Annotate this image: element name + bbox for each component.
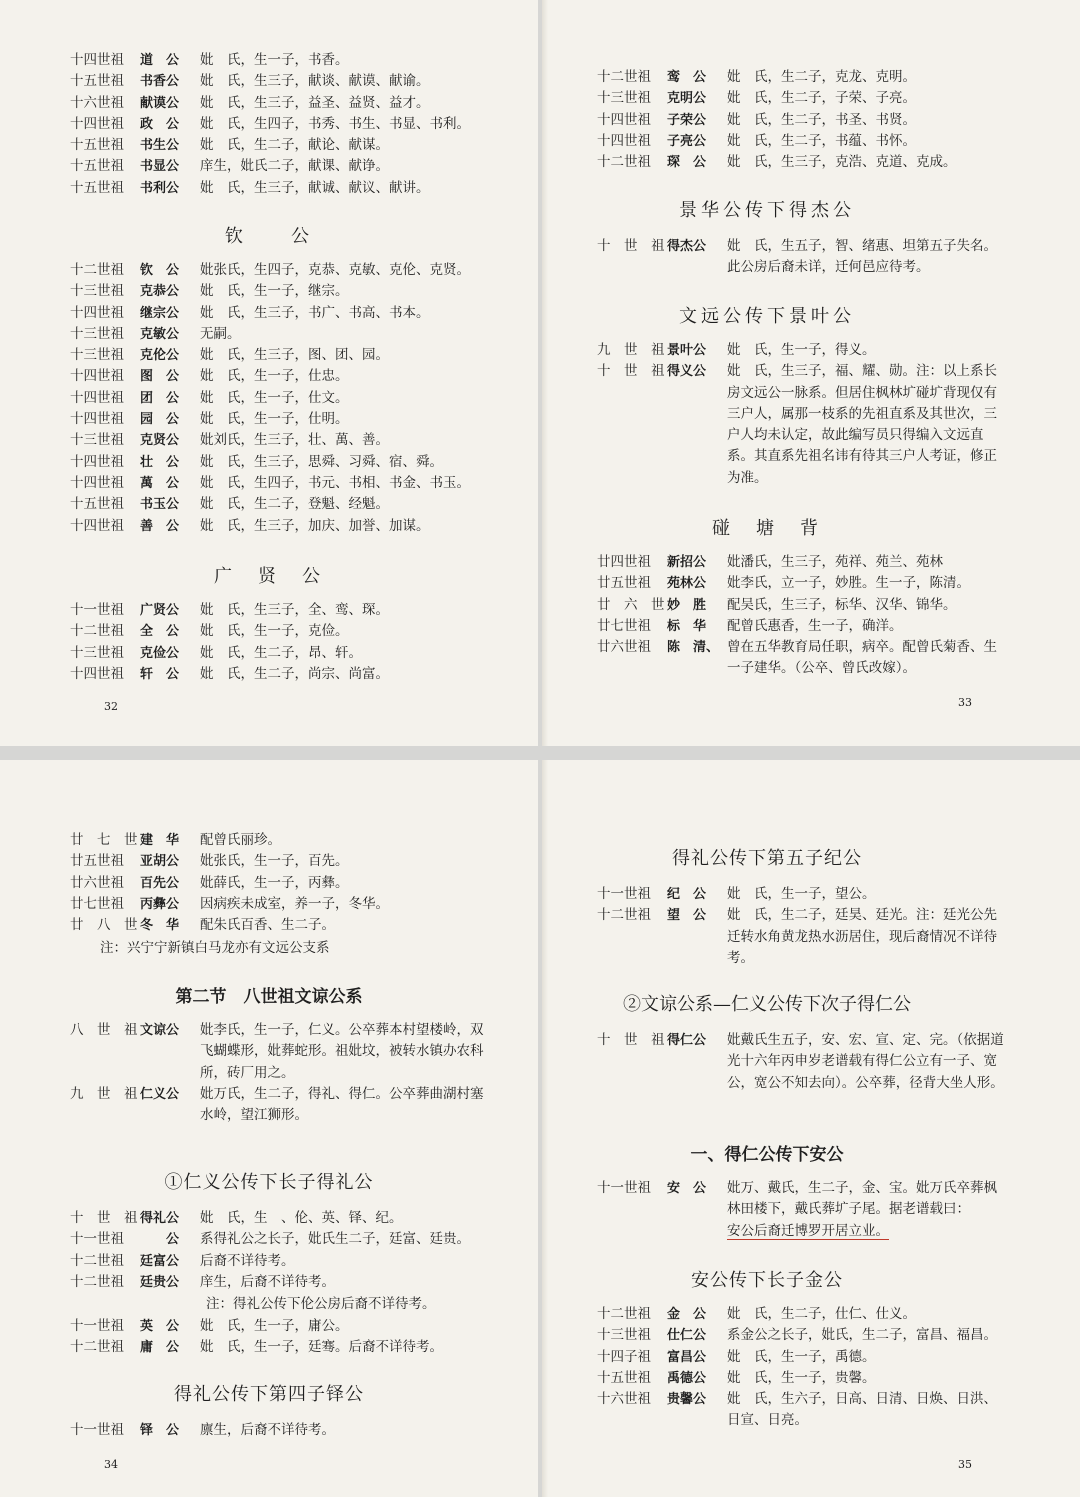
ancestor-desc: 妣 氏，生四子，书元、书相、书金、书玉。 [200, 474, 470, 491]
generation-label: 十 世 祖 [597, 238, 665, 254]
genealogy-row [597, 1347, 1007, 1368]
ancestor-name: 标 华 [667, 618, 707, 634]
ancestor-name: 纪 公 [667, 887, 707, 902]
ancestor-desc: 妣 氏，生一子，继宗。 [200, 283, 349, 300]
ancestor-desc: 妣 氏，生二子，书蕴、书怀。 [727, 132, 916, 149]
ancestor-desc: 妣薛氏，生一子，丙彝。 [200, 874, 349, 891]
p35-section-title: 一、得仁公传下安公 [690, 1145, 844, 1165]
genealogy-row [70, 894, 510, 915]
p33-list-d [597, 552, 1007, 680]
ancestor-desc: 妣 氏，生一子，禹德。 [727, 1348, 876, 1365]
ancestor-desc: 妣 氏，生三子，献谈、献谟、献谕。 [200, 73, 430, 90]
ancestor-desc: 妣张氏，生四子，克恭、克敏、克伦、克贤。 [200, 262, 470, 278]
ancestor-desc: 后裔不详待考。 [200, 1252, 295, 1269]
genealogy-row [70, 135, 510, 156]
ancestor-desc: 妣潘氏，生三子，苑祥、苑兰、苑林 [727, 554, 943, 570]
ancestor-name: 禹德公 [667, 1370, 707, 1386]
ancestor-desc: 妣 氏，生一子，望公。 [727, 886, 876, 902]
genealogy-row [597, 340, 1007, 361]
genealogy-row [70, 621, 510, 642]
generation-label: 廿四世祖 [597, 554, 651, 570]
generation-label: 十二世祖 [597, 69, 651, 85]
genealogy-row [70, 1020, 485, 1084]
generation-label: 十 世 祖 [597, 363, 665, 380]
genealogy-row [70, 114, 510, 135]
generation-label: 十一世祖 [70, 1231, 124, 1248]
ancestor-desc: 妣 氏，生二子，克龙、克明。 [727, 69, 916, 85]
ancestor-desc: 妣 氏，生二子，献论、献谋。 [200, 137, 389, 154]
genealogy-row [597, 1304, 1007, 1325]
generation-label: 十一世祖 [597, 1180, 651, 1196]
generation-label: 十三世祖 [70, 325, 124, 342]
genealogy-row [70, 430, 510, 451]
ancestor-name: 图 公 [140, 369, 180, 385]
genealogy-row [70, 388, 510, 409]
ancestor-desc: 妣 氏，生六子，日高、日清、日焕、日洪、日宣、日亮。 [727, 1391, 997, 1429]
ancestor-desc: 曾在五华教育局任职，病卒。配曾氏菊香、生一子建华。（公卒、曾氏改嫁）。 [727, 639, 997, 677]
generation-label: 十四世祖 [70, 665, 124, 682]
ancestor-desc: 廪生，后裔不详待考。 [200, 1422, 335, 1438]
generation-label: 廿六世祖 [70, 874, 124, 891]
genealogy-row [597, 1325, 1007, 1346]
genealogy-row [597, 1389, 1007, 1432]
genealogy-row [597, 67, 1047, 88]
ancestor-desc: 妣 氏，生一子，仕忠。 [200, 368, 349, 385]
p32-heading-qin: 钦 公 [225, 226, 313, 247]
generation-label: 十二世祖 [597, 907, 651, 924]
generation-label: 十六世祖 [597, 1391, 651, 1408]
p34-list-a [70, 830, 510, 936]
generation-label: 廿六世祖 [597, 639, 651, 656]
genealogy-row [70, 50, 510, 71]
ancestor-name: 克贤公 [140, 433, 180, 449]
p33-list-c [597, 340, 1007, 489]
generation-label: 十五世祖 [70, 496, 124, 513]
genealogy-row [70, 1420, 510, 1441]
ancestor-name: 安 公 [667, 1181, 707, 1196]
genealogy-row [597, 552, 1007, 573]
generation-label: 十二世祖 [70, 262, 124, 278]
ancestor-name: 广贤公 [140, 603, 180, 618]
ancestor-name: 全 公 [140, 624, 180, 640]
generation-label: 十三世祖 [70, 644, 124, 661]
genealogy-row [70, 664, 510, 685]
genealogy-row [70, 873, 510, 894]
generation-label: 十一世祖 [70, 1318, 124, 1334]
ancestor-desc: 妣 氏，生二子，仕仁、仕义。 [727, 1306, 916, 1322]
ancestor-desc: 妣 氏，生三子，福、耀、勋。注：以上系长房文远公一脉系。但居住枫林圹碰圹背现仅有三户人，属那一枝系的先祖直系及其世次，三户人均未认定，故此编写员只得编入文远直系。其直系先祖名讳有待其三户人考证，修正为准。 [727, 363, 997, 486]
p33-list-b [597, 236, 1007, 279]
genealogy-row [597, 637, 1007, 680]
genealogy-row [597, 361, 1007, 489]
ancestor-desc: 妣 氏，生一子，贵馨。 [727, 1369, 876, 1386]
genealogy-row [70, 600, 510, 621]
ancestor-desc: 妣 氏，生三子，益圣、益贤、益才。 [200, 94, 430, 111]
ancestor-name: 书利公 [140, 180, 180, 196]
ancestor-name: 仁义公 [140, 1086, 180, 1102]
generation-label: 十 世 祖 [597, 1032, 665, 1048]
ancestor-name: 书生公 [140, 138, 180, 154]
ancestor-name: 望 公 [667, 908, 707, 924]
ancestor-desc: 因病疾未成室，养一子，冬华。 [200, 895, 389, 912]
ancestor-name: 萬 公 [140, 475, 180, 491]
ancestor-name: 得杰公 [667, 239, 707, 254]
generation-label: 十四世祖 [70, 304, 124, 321]
generation-label: 十一世祖 [70, 602, 124, 618]
generation-label: 十一世祖 [70, 1422, 124, 1438]
generation-label: 十五世祖 [70, 73, 124, 90]
ancestor-name: 公 [140, 1232, 180, 1248]
ancestor-name: 书显公 [140, 159, 180, 175]
genealogy-row [70, 1337, 510, 1358]
genealogy-row [70, 303, 510, 324]
genealogy-row [70, 260, 510, 281]
genealogy-row [597, 595, 1007, 616]
p32-heading-guangxian: 广 贤 公 [214, 566, 324, 587]
ancestor-desc: 妣戴氏生五子，安、宏、宣、定、完。（依据道光十六年丙申岁老谱载有得仁公立有一子、宽公，宽公不知去向）。公卒葬，径背大坐人形。 [727, 1032, 1004, 1091]
genealogy-row [597, 152, 1047, 173]
ancestor-name: 得礼公 [140, 1211, 180, 1226]
ancestor-desc: 妣 氏，生二子，书圣、书贤。 [727, 111, 916, 128]
generation-label: 廿 六 世 [597, 596, 665, 613]
genealogy-row [70, 345, 510, 366]
genealogy-row [597, 131, 1047, 152]
genealogy-row [70, 494, 510, 515]
ancestor-name: 妙 胜 [667, 597, 707, 613]
p33-heading-jinghua: 景华公传下得杰公 [679, 200, 855, 221]
p32-list-c [70, 600, 510, 685]
ancestor-name: 鸾 公 [667, 70, 707, 85]
generation-label: 十三世祖 [70, 432, 124, 449]
ancestor-desc: 妣李氏，生一子，仁义。公卒葬本村望楼岭，双飞蝴蝶形，妣葬蛇形。祖妣坟，被转水镇办农科所，砖厂用之。 [200, 1022, 484, 1081]
genealogy-row [70, 473, 510, 494]
ancestor-name: 政 公 [140, 116, 180, 132]
ancestor-desc: 妣 氏，生二子，登魁、经魁。 [200, 496, 389, 513]
genealogy-row [597, 236, 1007, 279]
genealogy-row [597, 88, 1047, 109]
ancestor-desc: 庠生，妣氏二子，献课、献诤。 [200, 158, 389, 175]
p35-list-d [597, 1304, 1007, 1432]
ancestor-name: 富昌公 [667, 1349, 707, 1365]
p34-note-lun: 注：得礼公传下伦公房后裔不详待考。 [206, 1296, 436, 1312]
generation-label: 十四世祖 [70, 115, 124, 132]
ancestor-desc: 配曾氏惠香，生一子，确洋。 [727, 617, 903, 634]
ancestor-name: 陈 清、 [667, 640, 720, 656]
generation-label: 十二世祖 [70, 1273, 124, 1290]
ancestor-name: 丙彝公 [140, 896, 180, 912]
ancestor-desc: 系得礼公之长子，妣氏生二子，廷富、廷贵。 [200, 1231, 470, 1248]
ancestor-desc: 妣 氏，生三子，加庆、加誉、加谋。 [200, 517, 430, 534]
ancestor-desc: 妣 氏，生三子，全、鸾、琛。 [200, 602, 389, 618]
ancestor-desc: 妣刘氏，生三子，壮、萬、善。 [200, 432, 389, 449]
ancestor-name: 献谟公 [140, 95, 180, 111]
ancestor-name: 克恭公 [140, 284, 180, 300]
genealogy-row [70, 366, 510, 387]
ancestor-name: 壮 公 [140, 454, 180, 470]
generation-label: 廿 八 世 [70, 917, 138, 934]
generation-label: 十四世祖 [70, 474, 124, 491]
ancestor-desc: 配朱氏百香、生二子。 [200, 917, 335, 934]
ancestor-desc: 妣 氏，生一子，克俭。 [200, 623, 349, 640]
genealogy-row [597, 573, 1007, 594]
p34-list-e [70, 1420, 510, 1441]
ancestor-desc: 妣 氏，生二子，子荣、子亮。 [727, 90, 916, 107]
genealogy-row [70, 830, 510, 851]
ancestor-desc: 妣 氏，生二子，昂、轩。 [200, 644, 362, 661]
generation-label: 廿七世祖 [70, 895, 124, 912]
generation-label: 十二世祖 [70, 1252, 124, 1269]
generation-label: 十三世祖 [70, 283, 124, 300]
p33-heading-wenyuan: 文远公传下景叶公 [679, 306, 855, 327]
generation-label: 十四世祖 [70, 517, 124, 534]
generation-label: 十四世祖 [70, 389, 124, 406]
generation-label: 十四世祖 [597, 111, 651, 128]
genealogy-row [597, 884, 1007, 905]
ancestor-name: 建 华 [140, 833, 180, 848]
generation-label: 十四世祖 [70, 52, 124, 68]
page-number: 32 [104, 700, 118, 713]
ancestor-desc: 妣 氏，生五子，智、绪惠、坦第五子失名。此公房后裔未详，迁何邑应待考。 [727, 238, 997, 276]
generation-label: 十五世祖 [70, 137, 124, 154]
ancestor-name: 庸 公 [140, 1340, 180, 1356]
ancestor-desc: 妣 氏，生三子，克浩、克道、克成。 [727, 154, 957, 171]
ancestor-name: 团 公 [140, 390, 180, 406]
page-number: 34 [104, 1458, 118, 1471]
ancestor-desc: 妣 氏，生三子，献诚、献议、献讲。 [200, 179, 430, 196]
ancestor-name: 道 公 [140, 53, 180, 68]
genealogy-row [70, 409, 510, 430]
ancestor-name: 景叶公 [667, 343, 707, 358]
ancestor-name: 克俭公 [140, 645, 180, 661]
ancestor-name: 铎 公 [140, 1423, 180, 1438]
ancestor-name: 克伦公 [140, 348, 180, 364]
generation-label: 廿五世祖 [70, 853, 124, 870]
ancestor-name: 仕仁公 [667, 1328, 707, 1344]
page-33 [542, 0, 1080, 746]
generation-label: 十三世祖 [597, 1327, 651, 1344]
generation-label: 十四世祖 [70, 411, 124, 428]
generation-label: 廿五世祖 [597, 575, 651, 592]
genealogy-row [597, 1368, 1007, 1389]
ancestor-name: 轩 公 [140, 666, 180, 682]
generation-label: 十四世祖 [597, 132, 651, 149]
ancestor-name: 子亮公 [667, 133, 707, 149]
generation-label: 十五世祖 [70, 158, 124, 175]
ancestor-name: 园 公 [140, 412, 180, 428]
genealogy-row [70, 1251, 510, 1272]
genealogy-row [70, 1229, 510, 1250]
generation-label: 十 世 祖 [70, 1210, 138, 1226]
ancestor-desc: 妣万、戴氏，生二子，金、宝。妣万氏卒葬枫林田楼下，戴氏葬圹子尾。据老谱载曰： 安公后裔迁博罗开居立业。 [727, 1180, 997, 1239]
generation-label: 十二世祖 [70, 1339, 124, 1356]
generation-label: 十二世祖 [597, 154, 651, 171]
genealogy-row [70, 93, 510, 114]
ancestor-name: 廷贵公 [140, 1274, 180, 1290]
ancestor-name: 金 公 [667, 1307, 707, 1322]
generation-label: 十一世祖 [597, 886, 651, 902]
ancestor-name: 琛 公 [667, 155, 707, 171]
ancestor-name: 钦 公 [140, 263, 180, 278]
ancestor-name: 书香公 [140, 74, 180, 90]
page-32 [0, 0, 538, 746]
genealogy-row [597, 616, 1007, 637]
page-34 [0, 760, 538, 1497]
generation-label: 十四世祖 [70, 368, 124, 385]
ancestor-desc: 妣 氏，生二子，廷昊、廷光。注：廷光公先迁转水角黄龙热水沥居住，现后裔情况不详待考。 [727, 907, 997, 966]
ancestor-desc: 妣 氏，生三子，图、团、园。 [200, 347, 389, 364]
genealogy-row [70, 1208, 510, 1229]
ancestor-desc: 妣万氏，生二子，得礼、得仁。公卒葬曲湖村塞水岭，望江狮形。 [200, 1085, 484, 1124]
ancestor-desc: 妣 氏，生 、伦、英、铎、纪。 [200, 1210, 403, 1226]
p33-list-a [597, 67, 1047, 173]
generation-label: 十五世祖 [70, 179, 124, 196]
genealogy-row [70, 643, 510, 664]
genealogy-row [70, 71, 510, 92]
ancestor-desc: 妣 氏，生一子，廷骞。后裔不详待考。 [200, 1339, 443, 1356]
page-number: 33 [958, 696, 972, 709]
p34-list-b [70, 1020, 485, 1126]
ancestor-name: 子荣公 [667, 112, 707, 128]
p35-list-b [597, 1030, 1007, 1094]
generation-label: 十四世祖 [70, 453, 124, 470]
generation-label: 十六世祖 [70, 94, 124, 111]
p35-list-c [597, 1178, 1007, 1242]
genealogy-row [70, 915, 510, 936]
generation-label: 九 世 祖 [597, 342, 665, 358]
ancestor-name: 冬 华 [140, 918, 180, 934]
generation-label: 十三世祖 [70, 347, 124, 364]
generation-label: 十二世祖 [70, 623, 124, 640]
p35-list-a [597, 884, 1007, 969]
genealogy-row [70, 156, 510, 177]
ancestor-desc: 庠生，后裔不详待考。 [200, 1273, 335, 1290]
p35-heading-deren: ②文谅公系—仁义公传下次子得仁公 [623, 994, 911, 1015]
genealogy-row [597, 905, 1007, 969]
genealogy-row [597, 110, 1047, 131]
ancestor-desc: 配吴氏，生三子，标华、汉华、锦华。 [727, 596, 957, 613]
genealogy-row [70, 851, 510, 872]
p32-list-a [70, 50, 510, 199]
ancestor-name: 亚胡公 [140, 854, 180, 870]
ancestor-desc: 妣张氏，生一子，百先。 [200, 853, 349, 870]
ancestor-desc: 妣 氏，生一子，书香。 [200, 52, 349, 68]
p34-heading-deli: ①仁义公传下长子得礼公 [164, 1172, 374, 1193]
genealogy-row [70, 1084, 485, 1127]
ancestor-desc: 妣 氏，生一子，得义。 [727, 342, 876, 358]
ancestor-name: 英 公 [140, 1319, 180, 1334]
p34-list-c [70, 1208, 510, 1293]
ancestor-name: 文谅公 [140, 1023, 180, 1038]
ancestor-name: 得义公 [667, 364, 707, 380]
generation-label: 九 世 祖 [70, 1085, 138, 1102]
ancestor-desc: 系金公之长子，妣氏，生二子，富昌、福昌。 [727, 1327, 997, 1344]
ancestor-desc: 妣 氏，生二子，尚宗、尚富。 [200, 665, 389, 682]
ancestor-name: 克明公 [667, 91, 707, 107]
p34-note-xingning: 注：兴宁宁新镇白马龙亦有文远公支系 [100, 940, 330, 956]
ancestor-name: 得仁公 [667, 1033, 707, 1048]
generation-label: 十二世祖 [597, 1306, 651, 1322]
genealogy-row [70, 516, 510, 537]
ancestor-desc: 无嗣。 [200, 325, 241, 342]
p34-section-title: 第二节 八世祖文谅公系 [175, 987, 363, 1007]
generation-label: 廿 七 世 [70, 832, 138, 848]
ancestor-desc: 妣李氏，立一子，妙胜。生一子，陈清。 [727, 575, 970, 592]
ancestor-name: 苑林公 [667, 576, 707, 592]
ancestor-desc: 妣 氏，生一子，仕明。 [200, 411, 349, 428]
p32-list-b [70, 260, 510, 537]
genealogy-row [70, 452, 510, 473]
ancestor-name: 克敏公 [140, 326, 180, 342]
ancestor-name: 新招公 [667, 555, 707, 570]
page-number: 35 [958, 1458, 972, 1471]
generation-label: 十四子祖 [597, 1348, 651, 1365]
underlined-note: 安公后裔迁博罗开居立业。 [727, 1222, 889, 1239]
generation-label: 十三世祖 [597, 90, 651, 107]
page-35 [542, 760, 1080, 1497]
ancestor-name: 廷富公 [140, 1253, 180, 1269]
genealogy-row [597, 1030, 1007, 1094]
genealogy-row [70, 324, 510, 345]
ancestor-name: 百先公 [140, 875, 180, 891]
ancestor-desc: 妣 氏，生三子，书广、书高、书本。 [200, 304, 430, 321]
genealogy-row [70, 1272, 510, 1293]
genealogy-row [70, 281, 510, 302]
genealogy-row [597, 1178, 1007, 1242]
ancestor-name: 善 公 [140, 518, 180, 534]
generation-label: 廿七世祖 [597, 617, 651, 634]
p34-heading-duo: 得礼公传下第四子铎公 [174, 1384, 364, 1405]
p35-heading-jin: 安公传下长子金公 [691, 1270, 843, 1291]
ancestor-name: 书玉公 [140, 497, 180, 513]
genealogy-row [70, 178, 510, 199]
genealogy-row [70, 1316, 510, 1337]
ancestor-desc: 妣 氏，生一子，庸公。 [200, 1318, 349, 1334]
ancestor-desc: 妣 氏，生三子，思舜、习舜、宿、舜。 [200, 453, 443, 470]
ancestor-desc: 配曾氏丽珍。 [200, 832, 281, 848]
generation-label: 八 世 祖 [70, 1022, 138, 1038]
p35-heading-ji: 得礼公传下第五子纪公 [672, 848, 862, 869]
p33-heading-pengtangbei: 碰 塘 背 [712, 518, 822, 539]
ancestor-name: 继宗公 [140, 305, 180, 321]
ancestor-desc: 妣 氏，生一子，仕文。 [200, 389, 349, 406]
ancestor-desc: 妣 氏，生四子，书秀、书生、书显、书利。 [200, 115, 470, 132]
p34-list-d [70, 1316, 510, 1359]
generation-label: 十五世祖 [597, 1369, 651, 1386]
ancestor-name: 贵馨公 [667, 1392, 707, 1408]
